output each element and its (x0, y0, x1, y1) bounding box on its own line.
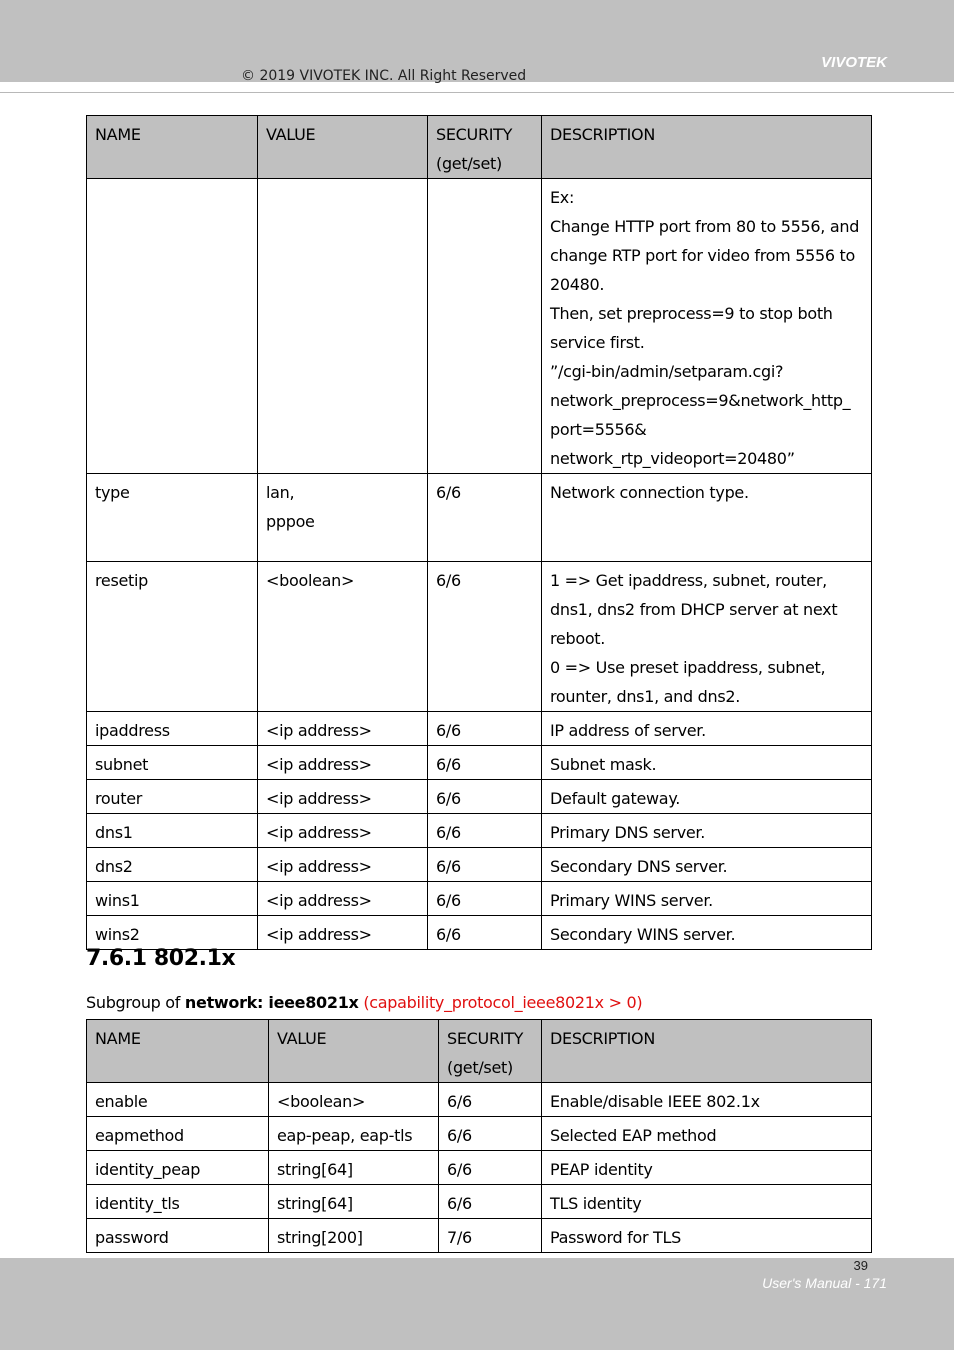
param-value: <ip address> (258, 916, 428, 950)
param-value: <ip address> (258, 780, 428, 814)
col-header-security: SECURITY (get/set) (428, 116, 542, 179)
param-security: 6/6 (428, 474, 542, 562)
table-row (87, 1219, 872, 1253)
param-name: dns1 (87, 814, 258, 848)
param-name: wins1 (87, 882, 258, 916)
param-name: dns2 (87, 848, 258, 882)
table-row (87, 1117, 872, 1151)
table-row (87, 814, 872, 848)
table-row (87, 1185, 872, 1219)
param-description: Secondary WINS server. (542, 916, 872, 950)
table-cell (428, 179, 542, 474)
param-security: 6/6 (439, 1151, 542, 1185)
table-header-row (87, 116, 872, 179)
param-description: Password for TLS (542, 1219, 872, 1253)
param-description: Primary DNS server. (542, 814, 872, 848)
param-name: wins2 (87, 916, 258, 950)
param-name: subnet (87, 746, 258, 780)
table-header-row (87, 1020, 872, 1083)
param-value: <ip address> (258, 882, 428, 916)
param-security: 6/6 (428, 562, 542, 712)
page-number: 39 (853, 1258, 868, 1273)
param-name: resetip (87, 562, 258, 712)
table-row (87, 780, 872, 814)
param-name: type (87, 474, 258, 562)
param-security: 6/6 (428, 780, 542, 814)
ieee8021x-params-table (86, 1019, 872, 1253)
table-row (87, 562, 872, 712)
table-cell (87, 179, 258, 474)
col-header-description: DESCRIPTION (542, 1020, 872, 1083)
param-value: string[200] (269, 1219, 439, 1253)
header-divider (0, 92, 954, 93)
param-description: Enable/disable IEEE 802.1x (542, 1083, 872, 1117)
param-name: router (87, 780, 258, 814)
param-description: Default gateway. (542, 780, 872, 814)
subgroup-capability: (capability_protocol_ieee8021x > 0) (358, 993, 643, 1012)
param-security: 6/6 (439, 1185, 542, 1219)
param-description: IP address of server. (542, 712, 872, 746)
table-row (87, 848, 872, 882)
table-row (87, 712, 872, 746)
param-name: ipaddress (87, 712, 258, 746)
param-description: Network connection type. (542, 474, 872, 562)
copyright-text: © 2019 VIVOTEK INC. All Right Reserved (241, 68, 527, 84)
param-description: Subnet mask. (542, 746, 872, 780)
param-value: <boolean> (269, 1083, 439, 1117)
param-name: eapmethod (87, 1117, 269, 1151)
page-footer (0, 1258, 954, 1350)
network-params-table (86, 115, 872, 950)
table-row (87, 1083, 872, 1117)
col-header-value: VALUE (269, 1020, 439, 1083)
col-header-name: NAME (87, 116, 258, 179)
table-row-example (87, 179, 872, 474)
param-description: Selected EAP method (542, 1117, 872, 1151)
param-name: enable (87, 1083, 269, 1117)
param-description: TLS identity (542, 1185, 872, 1219)
param-description: Secondary DNS server. (542, 848, 872, 882)
param-security: 6/6 (428, 712, 542, 746)
param-security: 6/6 (428, 882, 542, 916)
param-security: 6/6 (439, 1083, 542, 1117)
param-value: <ip address> (258, 848, 428, 882)
param-value: lan, pppoe (258, 474, 428, 562)
param-description: PEAP identity (542, 1151, 872, 1185)
param-security: 6/6 (428, 848, 542, 882)
table-row (87, 474, 872, 562)
table-row (87, 1151, 872, 1185)
param-security: 6/6 (428, 916, 542, 950)
subgroup-name: network: ieee8021x (184, 993, 359, 1012)
param-value: string[64] (269, 1151, 439, 1185)
param-value: <ip address> (258, 814, 428, 848)
subgroup-line: Subgroup of network: ieee8021x (capability_protocol_ieee8021x > 0) (86, 993, 643, 1012)
col-header-value: VALUE (258, 116, 428, 179)
section-title: 7.6.1 802.1x (86, 946, 236, 971)
param-value: <ip address> (258, 712, 428, 746)
col-header-description: DESCRIPTION (542, 116, 872, 179)
col-header-name: NAME (87, 1020, 269, 1083)
example-description: Ex: Change HTTP port from 80 to 5556, and change RTP port for video from 5556 to 20480. Then, set preprocess=9 to stop both service first. ”/cgi-bin/admin/setparam.cgi? network_preprocess=9&network_http_ port=5556& network_rtp_videoport=20480” (542, 179, 872, 474)
table-cell (258, 179, 428, 474)
param-description: 1 => Get ipaddress, subnet, router, dns1, dns2 from DHCP server at next reboot. 0 => Use preset ipaddress, subnet, rounter, dns1, and dns2. (542, 562, 872, 712)
param-value: string[64] (269, 1185, 439, 1219)
param-name: password (87, 1219, 269, 1253)
param-security: 7/6 (439, 1219, 542, 1253)
param-value: eap-peap, eap-tls (269, 1117, 439, 1151)
brand-logo-text: VIVOTEK (821, 54, 887, 71)
table-row (87, 882, 872, 916)
param-name: identity_peap (87, 1151, 269, 1185)
col-header-security: SECURITY (get/set) (439, 1020, 542, 1083)
param-value: <ip address> (258, 746, 428, 780)
param-security: 6/6 (428, 814, 542, 848)
table-row (87, 746, 872, 780)
param-security: 6/6 (439, 1117, 542, 1151)
param-description: Primary WINS server. (542, 882, 872, 916)
param-value: <boolean> (258, 562, 428, 712)
manual-page-label: User's Manual - 171 (762, 1275, 887, 1291)
table-row (87, 916, 872, 950)
param-security: 6/6 (428, 746, 542, 780)
param-name: identity_tls (87, 1185, 269, 1219)
